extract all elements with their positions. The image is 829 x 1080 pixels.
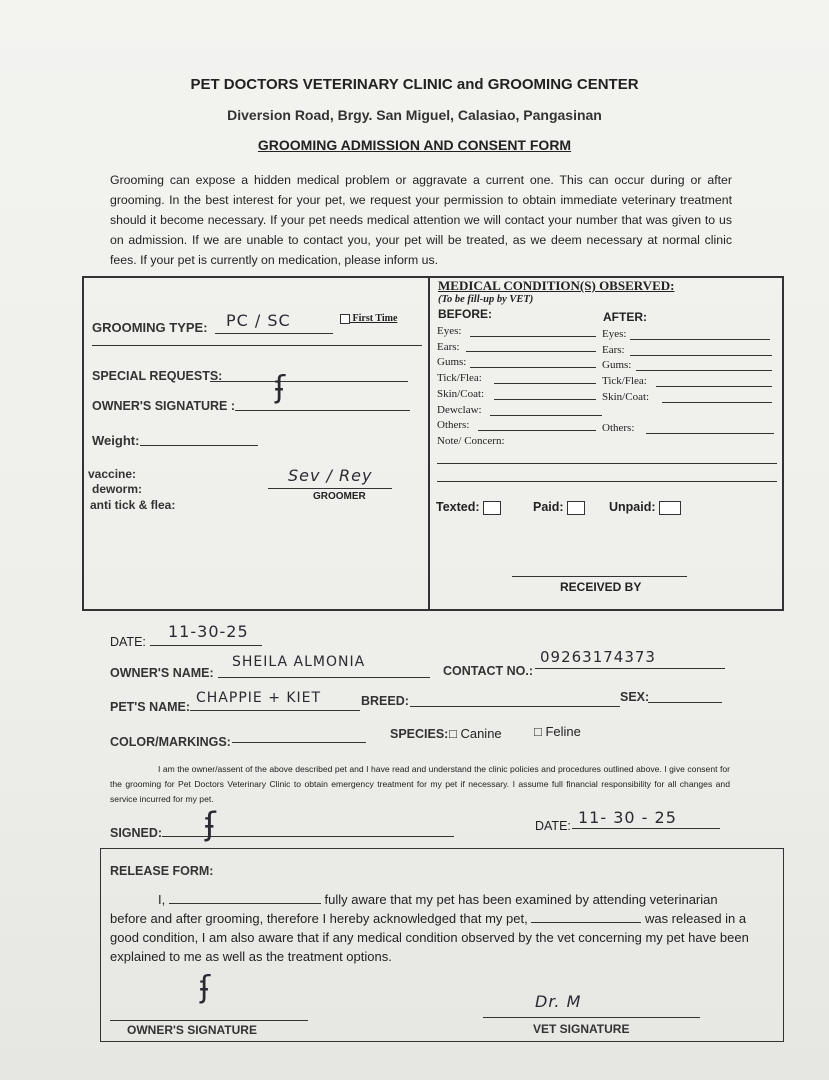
release-title: RELEASE FORM: xyxy=(110,864,214,878)
canine-checkbox[interactable]: □ Canine xyxy=(449,726,502,741)
medical-heading: MEDICAL CONDITION(S) OBSERVED: xyxy=(438,278,675,293)
owner-name-value[interactable]: SHEILA ALMONIA xyxy=(232,654,366,670)
before-list: Eyes: Ears: Gums: Tick/Flea: Skin/Coat: Dewclaw: Others: Note/ Concern: xyxy=(437,325,505,447)
paid-checkbox[interactable]: Paid: xyxy=(533,500,585,515)
signed-date-label: DATE: xyxy=(535,819,571,833)
color-markings-label: COLOR/MARKINGS: xyxy=(110,735,231,749)
grooming-type-value[interactable]: PC / SC xyxy=(226,311,291,330)
clinic-address: Diversion Road, Brgy. San Miguel, Calasiao, Pangasinan xyxy=(227,107,602,123)
clinic-name: PET DOCTORS VETERINARY CLINIC and GROOMING CENTER xyxy=(190,76,639,93)
contact-label: CONTACT NO.: xyxy=(443,664,534,678)
breed-label: BREED: xyxy=(361,694,409,708)
vet-signature-label: VET SIGNATURE xyxy=(533,1022,630,1036)
vaccine-label: vaccine: xyxy=(88,467,137,481)
signed-date-value[interactable]: 11- 30 - 25 xyxy=(578,808,677,827)
unpaid-checkbox[interactable]: Unpaid: xyxy=(609,500,681,515)
special-requests-label: SPECIAL REQUESTS: xyxy=(92,369,223,383)
owner-signature-mark: ʄ xyxy=(275,370,287,405)
sex-label: SEX: xyxy=(620,690,650,704)
anti-tick-label: anti tick & flea: xyxy=(90,498,176,512)
signed-label: SIGNED: xyxy=(110,826,163,840)
groomer-value: Sev / Rey xyxy=(288,466,373,485)
groomer-label: GROOMER xyxy=(313,491,366,502)
intro-paragraph: Grooming can expose a hidden medical problem or aggravate a current one. This can occur during or after grooming. In the best interest for your pet, we request your permission to obtain immediate veterinary treatment should it become necessary. If your pet needs medical attention we will contact your number that was given to us on admission. If we are unable to contact you, your pet will be treated, as we deem necessary at normal clinic fees. If your pet is currently on medication, please inform us. xyxy=(110,173,732,267)
grooming-type-label: GROOMING TYPE: xyxy=(92,320,208,335)
species-label: SPECIES: xyxy=(390,727,449,741)
deworm-label: deworm: xyxy=(92,482,143,496)
weight-label: Weight: xyxy=(92,433,140,448)
pet-name-value[interactable]: CHAPPIE + KIET xyxy=(196,690,322,706)
owner-signature-release-label: OWNER'S SIGNATURE xyxy=(127,1023,257,1037)
owner-signature-label: OWNER'S SIGNATURE : xyxy=(92,399,236,413)
owner-name-label: OWNER'S NAME: xyxy=(110,666,214,680)
consent-paragraph: I am the owner/assent of the above described pet and I have read and understand the clinic policies and procedures outlined above. I give consent for the grooming for Pet Doctors Veterinary Clinic to obtain emergency treatment for my pet if necessary. I assume full financial responsibility for all changes and service incurred for my pet. xyxy=(110,764,730,804)
feline-checkbox[interactable]: □ Feline xyxy=(534,724,581,739)
vet-signature-value: Dr. M xyxy=(535,992,582,1011)
signature-mark: ʄ xyxy=(205,805,217,843)
first-time-checkbox[interactable] xyxy=(337,313,397,324)
divider xyxy=(428,276,430,611)
date-value[interactable]: 11-30-25 xyxy=(168,622,249,641)
after-list: Eyes: Ears: Gums: Tick/Flea: Skin/Coat: Others: xyxy=(602,328,650,435)
date-label: DATE: xyxy=(110,635,146,649)
before-label: BEFORE: xyxy=(438,307,492,321)
first-time-label: First Time xyxy=(352,313,398,324)
form-title: GROOMING ADMISSION AND CONSENT FORM xyxy=(257,137,572,153)
received-by-label: RECEIVED BY xyxy=(560,580,642,594)
texted-checkbox[interactable]: Texted: xyxy=(436,500,501,515)
contact-value[interactable]: 09263174373 xyxy=(540,648,656,666)
after-label: AFTER: xyxy=(603,310,647,324)
release-paragraph: I, fully aware that my pet has been examined by attending veterinarian before and after grooming, therefore I hereby acknowledged that my pet, was released in a good condition, I am also aware that if any medical condition observed by the vet concerning my pet have been explained to me as well as the treatment options. xyxy=(110,892,749,964)
owner-release-signature-mark: ʄ xyxy=(200,970,212,1005)
pet-name-label: PET'S NAME: xyxy=(110,700,191,714)
vet-note: (To be fill-up by VET) xyxy=(438,294,534,305)
